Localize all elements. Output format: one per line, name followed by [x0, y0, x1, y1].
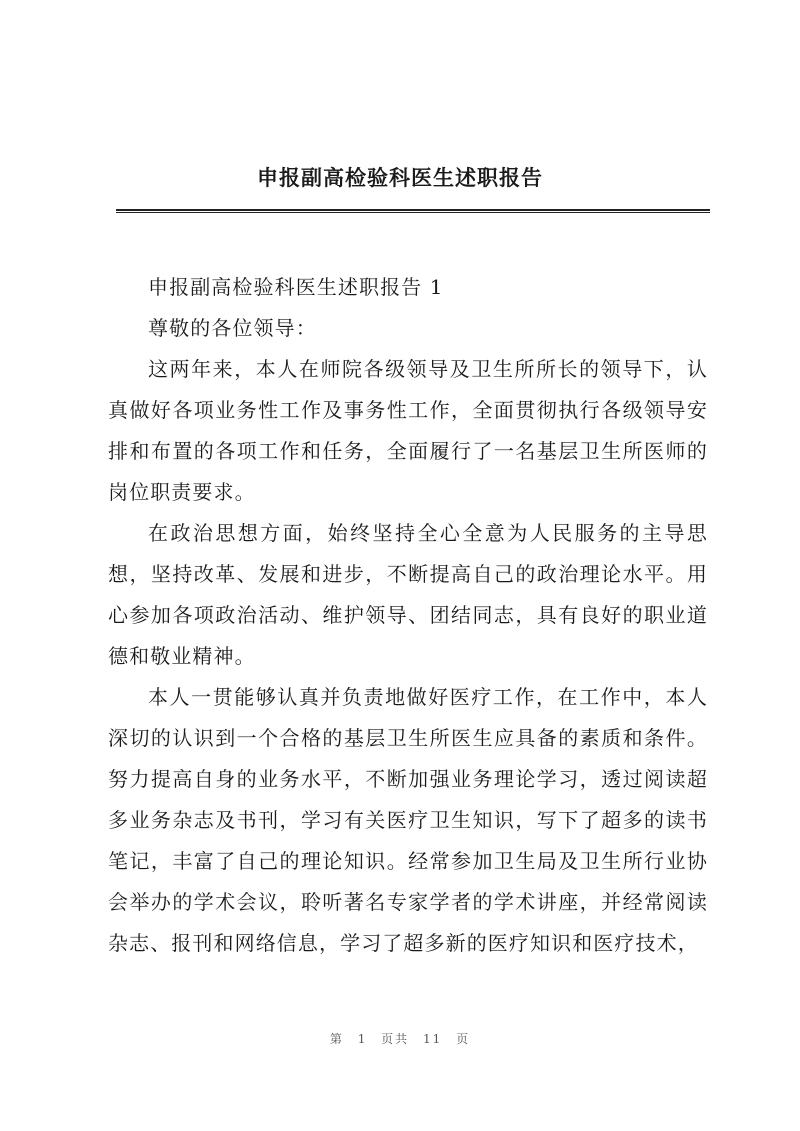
body-paragraph: 本人一贯能够认真并负责地做好医疗工作，在工作中，本人深切的认识到一个合格的基层卫生所医生应具备的素质和条件。努力提高自身的业务水平，不断加强业务理论学习，透过阅读超多业务杂志及书刊，学习有关医疗卫生知识，写下了超多的读书笔记，丰富了自己的理论知识。经常参加卫生局及卫生所行业协会举办的学术会议，聆听著名专家学者的学术讲座，并经常阅读杂志、报刊和网络信息，学习了超多新的医疗知识和医疗技术， [108, 685, 708, 955]
title-divider [116, 209, 710, 213]
document-body [108, 267, 708, 964]
section-heading: 申报副高检验科医生述职报告 1 [148, 275, 444, 299]
page-footer: 第 1 页共 11 页 [329, 1032, 471, 1046]
body-paragraph: 这两年来，本人在师院各级领导及卫生所所长的领导下，认真做好各项业务性工作及事务性工作，全面贯彻执行各级领导安排和布置的各项工作和任务，全面履行了一名基层卫生所医师的岗位职责要求。 [108, 357, 708, 504]
document-title: 申报副高检验科医生述职报告 [257, 166, 543, 190]
salutation: 尊敬的各位领导： [148, 316, 317, 340]
body-paragraph: 在政治思想方面，始终坚持全心全意为人民服务的主导思想，坚持改革、发展和进步，不断提高自己的政治理论水平。用心参加各项政治活动、维护领导、团结同志，具有良好的职业道德和敬业精神。 [108, 521, 708, 668]
